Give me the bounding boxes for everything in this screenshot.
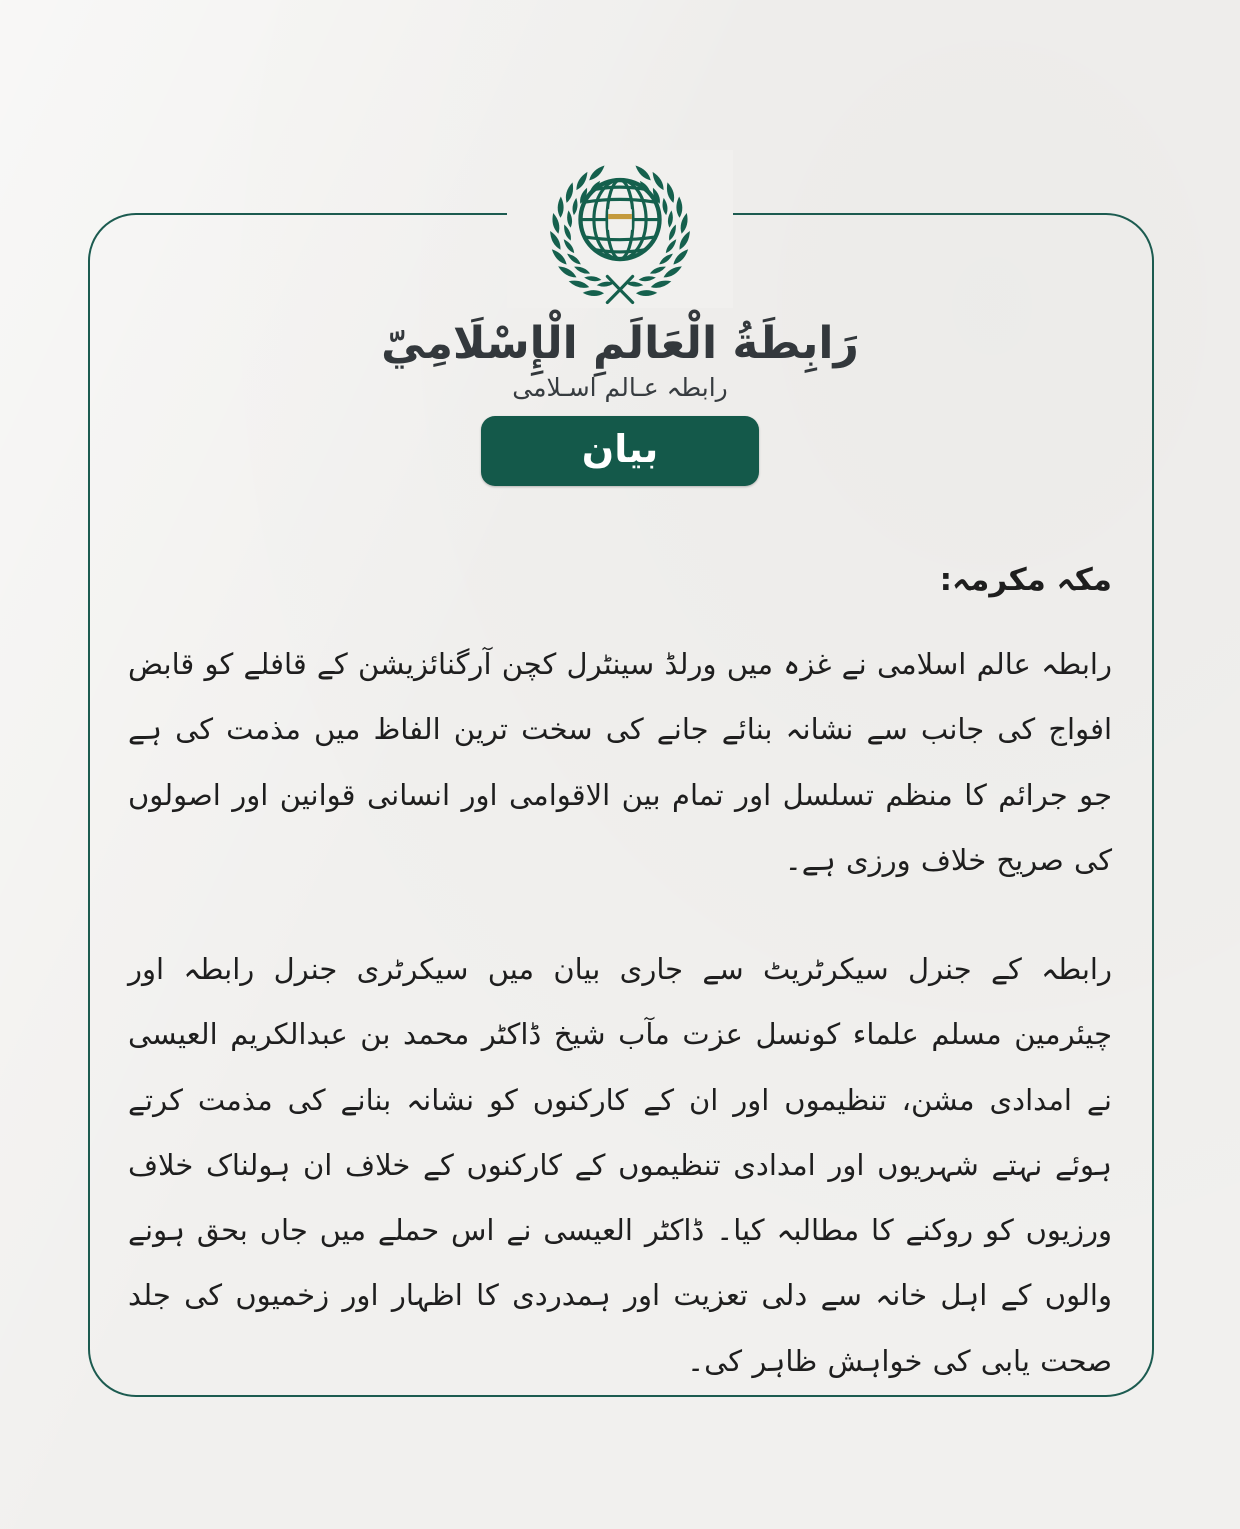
- mwl-emblem-icon: [541, 150, 699, 308]
- kaaba-icon: [608, 209, 632, 230]
- urdu-org-name: رابطہ عـالم اسـلامی: [512, 373, 728, 402]
- dateline: مکہ مکرمہ:: [939, 562, 1112, 598]
- paragraph-2: رابطہ کے جنرل سیکرٹریٹ سے جاری بیان میں سیکرٹری جنرل رابطہ اور چیئرمین مسلم علماء کونسل عزت مآب شیخ ڈاکٹر محمد بن عبدالکریم العیسی نے امدادی مشن، تنظیموں اور ان کے کارکنوں کو نشانہ بنانے کی مذمت کرتے ہوئے نہتے شہریوں اور امدادی تنظیموں کے کارکنوں کے خلاف ان ہولناک خلاف ورزیوں کو روکنے کا مطالبہ کیا۔ ڈاکٹر العیسی نے اس حملے میں جاں بحق ہونے والوں کے اہل خانہ سے دلی تعزیت اور ہمدردی کا اظہار اور زخمیوں کی جلد صحت یابی کی خواہش ظاہر کی۔: [128, 952, 1112, 1378]
- statement-body: [128, 562, 1112, 1438]
- arabic-org-name: رَابِطَةُ الْعَالَمِ الْإِسْلَامِيّ: [381, 318, 859, 369]
- paragraph-1: رابطہ عالم اسلامی نے غزہ میں ورلڈ سینٹرل کچن آرگنائزیشن کے قافلے کو قابض افواج کی جانب سے نشانہ بنائے جانے کی سخت ترین الفاظ میں مذمت کی ہے جو جرائم کا منظم تسلسل اور تمام بین الاقوامی اور انسانی قوانین اور اصولوں کی صریح خلاف ورزی ہے۔: [128, 647, 1112, 877]
- letterhead: [0, 150, 1240, 486]
- banner-label: بیان: [581, 427, 659, 471]
- mwl-logo: [507, 150, 733, 308]
- statement-banner: [481, 416, 759, 486]
